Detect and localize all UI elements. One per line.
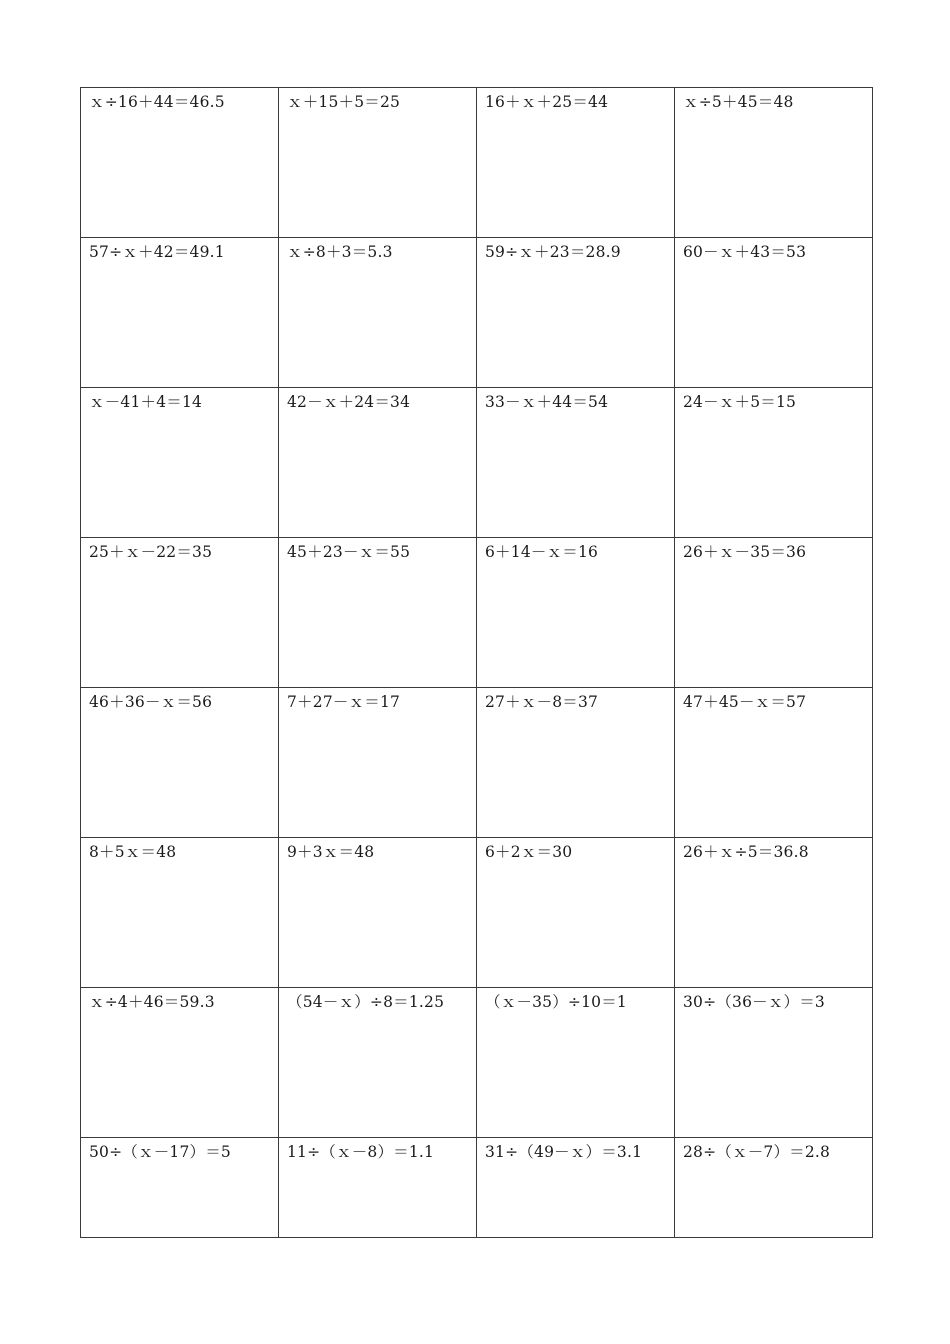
equation-cell bbox=[675, 88, 873, 238]
equation-text: 26＋ｘ－35＝36 bbox=[683, 543, 807, 561]
equation-text: 46＋36－ｘ＝56 bbox=[89, 693, 213, 711]
equation-text: 47＋45－ｘ＝57 bbox=[683, 693, 807, 711]
equation-text: ｘ－41＋4＝14 bbox=[89, 393, 203, 411]
equation-cell bbox=[81, 688, 279, 838]
equation-text: 26＋ｘ÷5＝36.8 bbox=[683, 843, 809, 861]
equation-text: ｘ÷8＋3＝5.3 bbox=[287, 243, 393, 261]
equation-text: （54－ｘ）÷8＝1.25 bbox=[287, 993, 445, 1011]
equation-cell bbox=[81, 1138, 279, 1238]
equation-text: 27＋ｘ－8＝37 bbox=[485, 693, 599, 711]
equation-cell bbox=[279, 88, 477, 238]
equation-text: ｘ÷5＋45＝48 bbox=[683, 93, 794, 111]
equation-cell bbox=[81, 238, 279, 388]
equation-cell bbox=[81, 88, 279, 238]
equation-cell bbox=[477, 88, 675, 238]
equation-text: 45＋23－ｘ＝55 bbox=[287, 543, 411, 561]
equation-cell bbox=[675, 538, 873, 688]
equation-text: ｘ＋15＋5＝25 bbox=[287, 93, 401, 111]
equation-worksheet-table bbox=[80, 87, 873, 1238]
equation-cell bbox=[81, 388, 279, 538]
equation-text: 28÷（ｘ－7）＝2.8 bbox=[683, 1143, 831, 1161]
equation-text: ｘ÷16＋44＝46.5 bbox=[89, 93, 225, 111]
equation-cell bbox=[675, 388, 873, 538]
equation-text: ｘ÷4＋46＝59.3 bbox=[89, 993, 215, 1011]
equation-cell bbox=[279, 538, 477, 688]
worksheet-row bbox=[81, 688, 873, 838]
worksheet-row bbox=[81, 1138, 873, 1238]
equation-cell bbox=[675, 988, 873, 1138]
equation-text: 33－ｘ＋44＝54 bbox=[485, 393, 609, 411]
equation-cell bbox=[477, 688, 675, 838]
equation-cell bbox=[477, 988, 675, 1138]
worksheet-body bbox=[81, 88, 873, 1238]
worksheet-row bbox=[81, 988, 873, 1138]
equation-text: 31÷（49－ｘ）＝3.1 bbox=[485, 1143, 643, 1161]
equation-text: 9＋3ｘ＝48 bbox=[287, 843, 375, 861]
equation-cell bbox=[477, 238, 675, 388]
equation-cell bbox=[675, 688, 873, 838]
equation-text: 25＋ｘ－22＝35 bbox=[89, 543, 213, 561]
equation-cell bbox=[477, 1138, 675, 1238]
worksheet-row bbox=[81, 838, 873, 988]
equation-cell bbox=[675, 238, 873, 388]
equation-text: 8＋5ｘ＝48 bbox=[89, 843, 177, 861]
equation-cell bbox=[279, 388, 477, 538]
equation-text: 6＋2ｘ＝30 bbox=[485, 843, 573, 861]
equation-cell bbox=[675, 838, 873, 988]
equation-cell bbox=[279, 988, 477, 1138]
equation-text: 11÷（ｘ－8）＝1.1 bbox=[287, 1143, 435, 1161]
worksheet-row bbox=[81, 538, 873, 688]
worksheet-row bbox=[81, 238, 873, 388]
equation-text: 7＋27－ｘ＝17 bbox=[287, 693, 401, 711]
equation-text: 16＋ｘ＋25＝44 bbox=[485, 93, 609, 111]
equation-cell bbox=[279, 688, 477, 838]
equation-cell bbox=[279, 1138, 477, 1238]
equation-text: 59÷ｘ＋23＝28.9 bbox=[485, 243, 621, 261]
worksheet-row bbox=[81, 88, 873, 238]
equation-cell bbox=[279, 838, 477, 988]
equation-text: 6＋14－ｘ＝16 bbox=[485, 543, 599, 561]
equation-cell bbox=[675, 1138, 873, 1238]
equation-text: 50÷（ｘ－17）＝5 bbox=[89, 1143, 231, 1161]
equation-text: 60－ｘ＋43＝53 bbox=[683, 243, 807, 261]
equation-text: 57÷ｘ＋42＝49.1 bbox=[89, 243, 225, 261]
equation-cell bbox=[477, 538, 675, 688]
equation-cell bbox=[81, 838, 279, 988]
equation-cell bbox=[81, 988, 279, 1138]
worksheet-row bbox=[81, 388, 873, 538]
equation-text: （ｘ－35）÷10＝1 bbox=[485, 993, 627, 1011]
equation-cell bbox=[477, 838, 675, 988]
equation-text: 24－ｘ＋5＝15 bbox=[683, 393, 797, 411]
equation-cell bbox=[477, 388, 675, 538]
equation-cell bbox=[81, 538, 279, 688]
equation-text: 42－ｘ＋24＝34 bbox=[287, 393, 411, 411]
equation-cell bbox=[279, 238, 477, 388]
equation-text: 30÷（36－ｘ）＝3 bbox=[683, 993, 825, 1011]
